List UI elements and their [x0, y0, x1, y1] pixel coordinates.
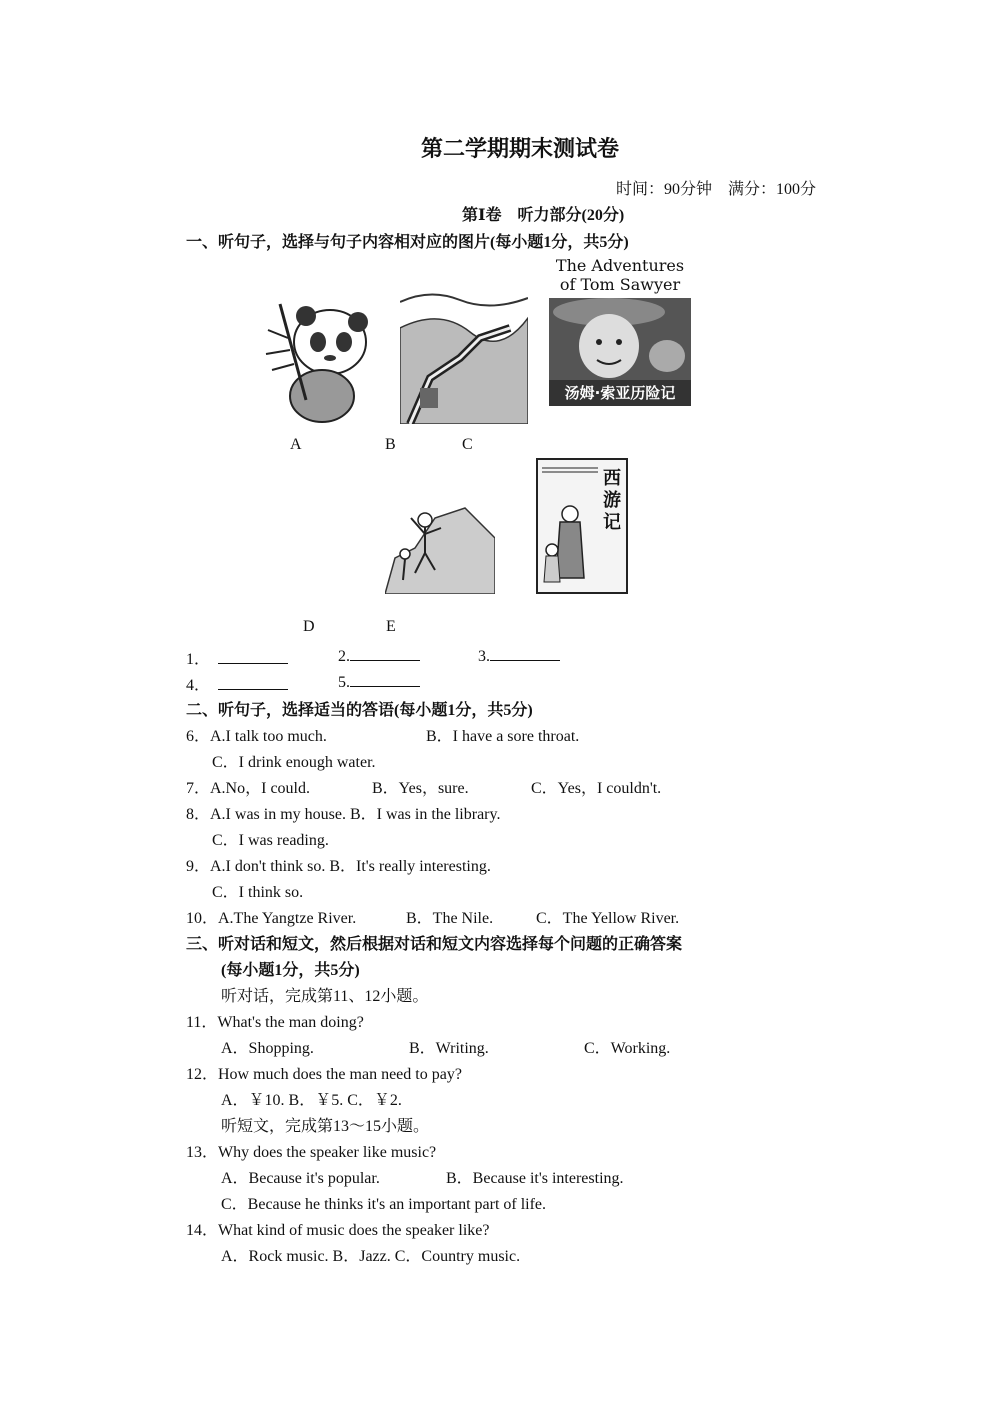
page-title: 第二学期期末测试卷	[420, 136, 619, 161]
journey-title: 西游记	[603, 468, 621, 533]
tom-sawyer-portrait	[549, 298, 691, 380]
section1-heading: 一、听句子，选择与句子内容相对应的图片(每小题1分，共5分)	[186, 234, 629, 251]
dialogue-intro: 听对话，完成第11、12小题。	[221, 988, 429, 1005]
q10-option-a: 10．A.The Yangtze River.	[186, 910, 357, 927]
q10-option-c: C．The Yellow River.	[536, 910, 680, 927]
blank-label: 2.	[338, 648, 350, 665]
panda-picture	[258, 300, 378, 425]
blank-line[interactable]	[350, 672, 420, 687]
q11-option-b: B．Writing.	[409, 1040, 489, 1057]
section2-heading: 二、听句子，选择适当的答语(每小题1分，共5分)	[186, 702, 533, 719]
label-e: E	[386, 618, 396, 635]
q6-option-b: B．I have a sore throat.	[426, 728, 580, 745]
q7-option-a: 7．A.No，I could.	[186, 780, 310, 797]
q6-option-c: C．I drink enough water.	[212, 754, 376, 771]
q9-options-ab: 9．A.I don't think so. B．It's really interesting.	[186, 858, 491, 875]
q13-option-a: A．Because it's popular.	[221, 1170, 380, 1187]
q13-option-c: C．Because he thinks it's an important part of life.	[221, 1196, 547, 1213]
q9-option-c: C．I think so.	[212, 884, 304, 901]
part-title: 第Ⅰ卷 听力部分(20分)	[462, 207, 625, 224]
q8-options-ab: 8．A.I was in my house. B．I was in the library.	[186, 806, 501, 823]
q11-option-c: C．Working.	[584, 1040, 671, 1057]
q7-option-b: B．Yes，sure.	[372, 780, 469, 797]
q11-question: 11．What's the man doing?	[186, 1014, 364, 1031]
q13-question: 13．Why does the speaker like music?	[186, 1144, 437, 1161]
q8-option-c: C．I was reading.	[212, 832, 329, 849]
book-title-line2: of Tom Sawyer	[559, 275, 681, 294]
label-b: B	[385, 436, 396, 453]
blank-label: 3.	[478, 648, 490, 665]
book-title-cn: 汤姆·索亚历险记	[549, 380, 691, 406]
blank-label: 5.	[338, 674, 350, 691]
blank-line[interactable]	[490, 646, 560, 661]
blank-line[interactable]	[218, 649, 288, 664]
climbing-picture	[385, 498, 495, 594]
q11-option-a: A．Shopping.	[221, 1040, 314, 1057]
passage-intro: 听短文，完成第13～15小题。	[221, 1118, 430, 1135]
label-d: D	[303, 618, 315, 635]
q12-options: A．￥10. B．￥5. C．￥2.	[221, 1092, 402, 1109]
exam-meta: 时间：90分钟 满分：100分	[616, 181, 817, 198]
blank-line[interactable]	[350, 646, 420, 661]
q7-option-c: C．Yes，I couldn't.	[531, 780, 662, 797]
answer-blank-3[interactable]	[478, 646, 560, 666]
q14-question: 14．What kind of music does the speaker like?	[186, 1222, 490, 1239]
tom-sawyer-picture	[549, 256, 691, 422]
q13-option-b: B．Because it's interesting.	[446, 1170, 624, 1187]
section3-heading: 三、听对话和短文，然后根据对话和短文内容选择每个问题的正确答案	[186, 936, 683, 953]
q10-option-b: B．The Nile.	[406, 910, 494, 927]
great-wall-picture	[400, 288, 528, 424]
label-a: A	[290, 436, 302, 453]
blank-line[interactable]	[218, 675, 288, 690]
blank-label: 1．	[186, 651, 211, 668]
answer-blank-5[interactable]	[338, 672, 420, 692]
answer-blank-1[interactable]	[186, 646, 288, 669]
blank-label: 4．	[186, 677, 211, 694]
book-title-line1: The Adventures	[555, 256, 685, 275]
q12-question: 12．How much does the man need to pay?	[186, 1066, 462, 1083]
answer-blank-2[interactable]	[338, 646, 420, 666]
section3-heading-score: (每小题1分，共5分)	[221, 962, 360, 979]
q14-options: A．Rock music. B．Jazz. C．Country music.	[221, 1248, 521, 1265]
answer-blank-4[interactable]	[186, 672, 288, 695]
q6-option-a: 6．A.I talk too much.	[186, 728, 327, 745]
journey-west-picture	[536, 458, 628, 594]
label-c: C	[462, 436, 473, 453]
